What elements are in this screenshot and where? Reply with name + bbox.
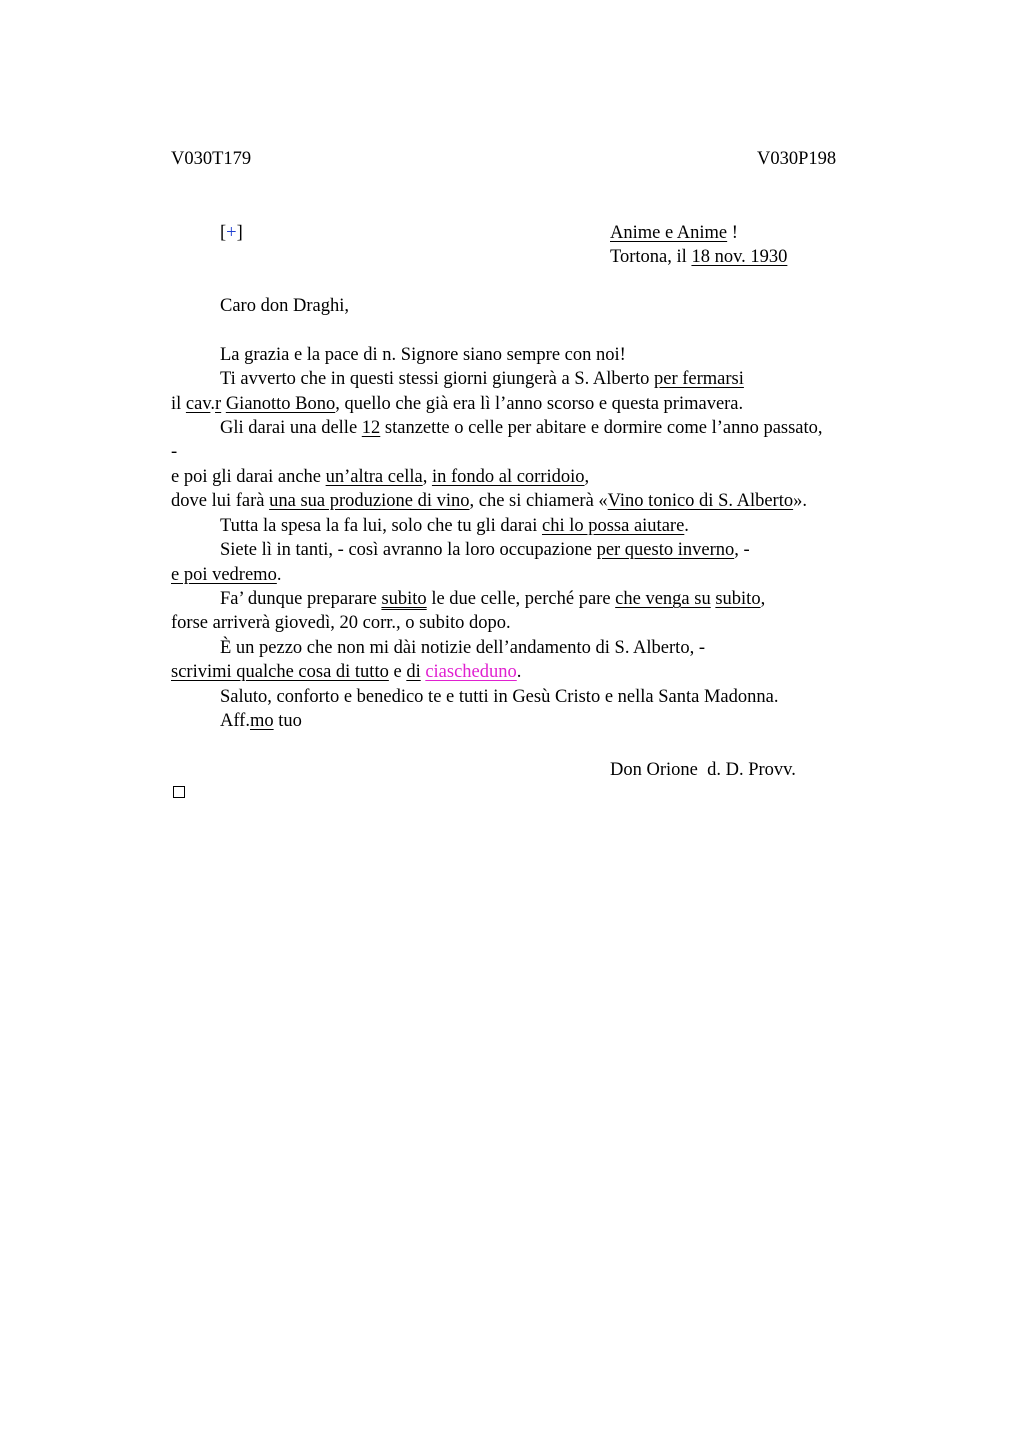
body-line: scrivimi qualche cosa di tutto e di ciascheduno. xyxy=(171,662,522,682)
body-line: Gli darai una delle 12 stanzette o celle per abitare e dormire come l’anno passato, xyxy=(220,418,823,438)
motto: Anime e Anime ! xyxy=(610,223,738,243)
body-line: La grazia e la pace di n. Signore siano sempre con noi! xyxy=(220,345,626,365)
plus-icon: + xyxy=(226,223,237,243)
body-line: Tutta la spesa la fa lui, solo che tu gli darai chi lo possa aiutare. xyxy=(220,516,689,536)
body-line: Fa’ dunque preparare subito le due celle, perché pare che venga su subito, xyxy=(220,589,766,609)
dateline: Tortona, il 18 nov. 1930 xyxy=(610,247,788,267)
closing: Aff.mo tuo xyxy=(220,711,302,731)
salutation: Caro don Draghi, xyxy=(220,296,349,316)
body-line: - xyxy=(171,442,178,462)
body-line: il cav.r Gianotto Bono, quello che già era lì l’anno scorso e questa primavera. xyxy=(171,394,744,414)
body-line: È un pezzo che non mi dài notizie dell’andamento di S. Alberto, - xyxy=(220,638,705,658)
signature: Don Orione d. D. Provv. xyxy=(610,760,796,780)
body-line: dove lui farà una sua produzione di vino, che si chiamerà «Vino tonico di S. Alberto». xyxy=(171,491,807,511)
highlighted-word: ciascheduno xyxy=(425,662,517,682)
body-line: Ti avverto che in questi stessi giorni giungerà a S. Alberto per fermarsi xyxy=(220,369,744,389)
body-line: forse arriverà giovedì, 20 corr., o subito dopo. xyxy=(171,613,511,633)
body-line: e poi vedremo. xyxy=(171,565,282,585)
body-line: e poi gli darai anche un’altra cella, in fondo al corridoio, xyxy=(171,467,590,487)
document-code-right: V030P198 xyxy=(757,149,837,169)
end-square-icon xyxy=(173,786,185,798)
cross-mark: [+] xyxy=(220,223,243,243)
document-code-left: V030T179 xyxy=(171,149,252,169)
body-line: Siete lì in tanti, - così avranno la loro occupazione per questo inverno, - xyxy=(220,540,750,560)
body-line: Saluto, conforto e benedico te e tutti in Gesù Cristo e nella Santa Madonna. xyxy=(220,687,779,707)
